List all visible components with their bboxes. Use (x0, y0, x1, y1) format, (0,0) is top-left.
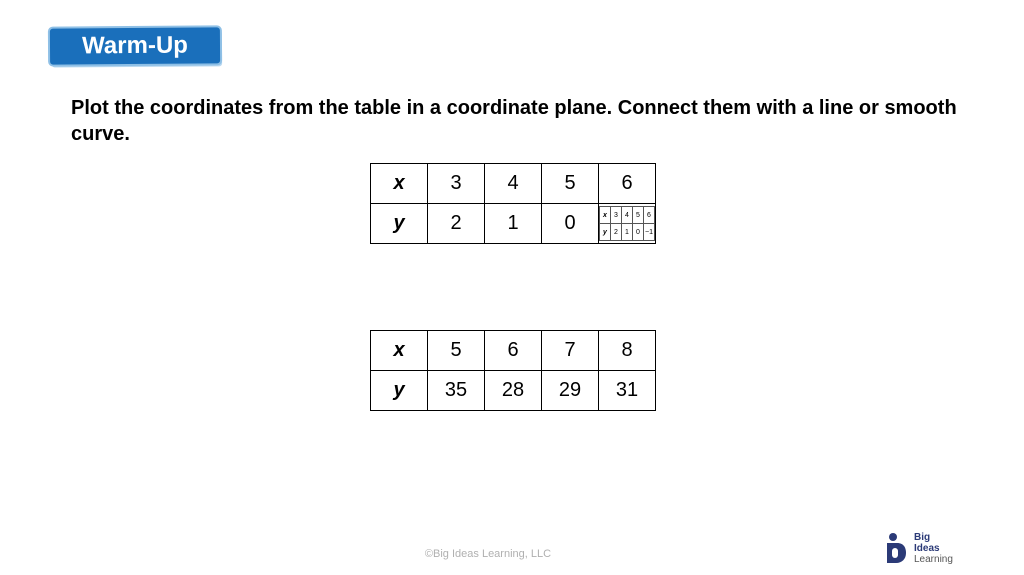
logo-line-1: Big (914, 532, 931, 543)
mini-x-cell: 3 (611, 207, 622, 224)
table-row-x (371, 331, 656, 371)
logo-line-2: Ideas (914, 543, 940, 554)
x-cell: 5 (428, 331, 485, 371)
logo-wordmark (914, 532, 953, 565)
coordinate-table-1 (370, 163, 656, 244)
y-cell: 35 (428, 371, 485, 411)
x-header-cell: x (371, 331, 428, 371)
x-header-cell: x (371, 164, 428, 204)
y-cell: 2 (428, 204, 485, 244)
mini-row-y (600, 224, 655, 241)
x-cell: 6 (599, 164, 656, 204)
x-cell: 5 (542, 164, 599, 204)
mini-x-cell: 4 (622, 207, 633, 224)
table-row-y (371, 204, 656, 244)
mini-table-cell (599, 204, 656, 244)
warm-up-banner (50, 27, 220, 64)
y-header-cell: y (371, 371, 428, 411)
mini-y-header: y (600, 224, 611, 241)
y-cell: 31 (599, 371, 656, 411)
copyright-footer: ©Big Ideas Learning, LLC (424, 548, 552, 560)
mini-x-cell: 5 (633, 207, 644, 224)
big-ideas-logo (884, 530, 964, 566)
table-row-y (371, 371, 656, 411)
x-cell: 7 (542, 331, 599, 371)
y-cell: 29 (542, 371, 599, 411)
y-cell: 1 (485, 204, 542, 244)
y-cell: 0 (542, 204, 599, 244)
mini-table-thumbnail (599, 206, 655, 241)
mini-row-x (600, 207, 655, 224)
x-cell: 3 (428, 164, 485, 204)
y-header-cell: y (371, 204, 428, 244)
mini-y-cell: 2 (611, 224, 622, 241)
instructions-text: Plot the coordinates from the table in a coordinate plane. Connect them with a line or smooth curve. (71, 97, 957, 145)
mini-y-cell: 0 (633, 224, 644, 241)
mini-x-header: x (600, 207, 611, 224)
x-cell: 6 (485, 331, 542, 371)
y-cell: 28 (485, 371, 542, 411)
logo-mark-icon (884, 532, 908, 564)
x-cell: 8 (599, 331, 656, 371)
mini-y-cell: 1 (622, 224, 633, 241)
logo-line-3: Learning (914, 554, 953, 565)
mini-x-cell: 6 (644, 207, 655, 224)
banner-title: Warm-Up (82, 31, 188, 60)
table-row-x (371, 164, 656, 204)
mini-y-cell: −1 (644, 224, 655, 241)
coordinate-table-2 (370, 330, 656, 411)
x-cell: 4 (485, 164, 542, 204)
